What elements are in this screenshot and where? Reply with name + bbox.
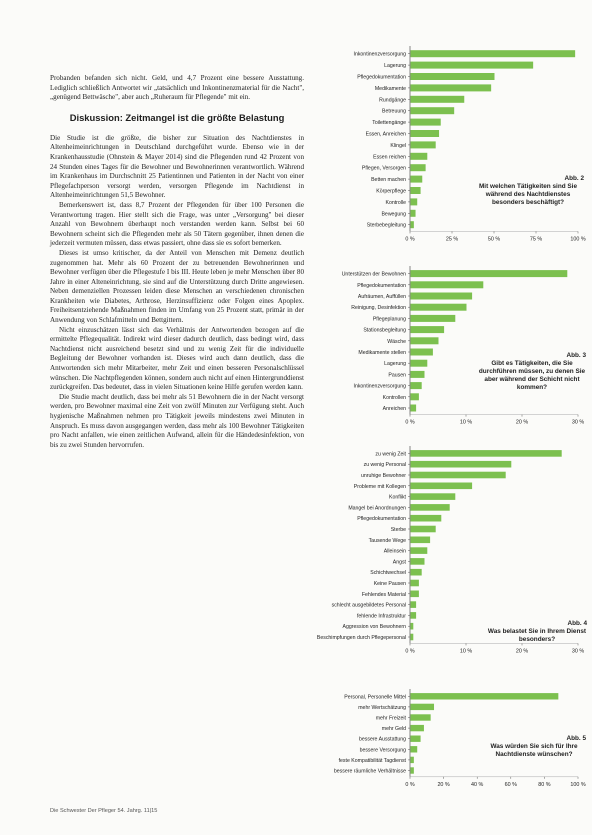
bar (411, 164, 426, 171)
chart-abb-5-caption (482, 735, 586, 759)
category-label: Kontrollen (382, 394, 406, 401)
bar (411, 483, 473, 490)
body-paragraph-4: Nicht einzuschätzen lässt sich das Verhältnis der Antwortenden bezogen auf die ermittelte Pflegequalität. Indirekt wird dieser dadurch deutlich, dass bedingt wird, dass Nachtdienst nicht ausreichend besetzt sind und zu wenig Zeit für die individuelle Begleitung der Bewohner vorhanden ist. Dieses wird auch dann deutlich, dass die Antwortenden sich mehr Mitarbeiter, mehr Zeit und einen besseren Personalschlüssel wünschen. Die Nachtpflegenden können, sondern auch nicht auf einen Hintergrunddienst zurückgreifen. Das bedeutet, dass in vielen Situationen keine Hilfe gerufen werden kann. (50, 325, 304, 392)
bar (411, 270, 568, 277)
category-label: Rundgänge (379, 97, 406, 104)
x-tick-label: 60 % (504, 781, 517, 788)
bar (411, 198, 418, 205)
category-label: Probleme mit Kollegen (353, 483, 406, 490)
category-label: Essen, Anreichen (365, 131, 406, 138)
category-label: Tausende Wege (368, 537, 406, 544)
category-label: Sterbebegleitung (366, 222, 406, 229)
bar (411, 591, 419, 598)
bar (411, 119, 441, 126)
category-label: Alleinsein (383, 548, 406, 555)
bar (411, 382, 422, 389)
body-paragraph-2: Bemerkenswert ist, dass 8,7 Prozent der Pflegenden für über 100 Personen die Verantwortung tragen. Hier stellt sich die Frage, was unter „Versorgung" bei dieser Anzahl von Bewohnern überhaupt noch verstanden werden kann. Selbst bei 60 Bewohnern scheint sich die Pflegenden mehr als 50 Tätern gegenüber, ihnen denen die jederzeit vermuten müssen, dass etwas passiert, ohne dass sie es sofort bemerken. (50, 200, 304, 248)
section-heading: Diskussion: Zeitmangel ist die größte Belastung (69, 111, 285, 123)
bar (411, 580, 419, 587)
chart-abb-2-title: Mit welchen Tätigkeiten sind Sie während des Nachtdienstes besonders beschäftigt? (478, 183, 577, 206)
category-label: Inkontinenzversorgung (353, 383, 406, 390)
x-tick-label: 30 % (571, 419, 585, 426)
bar (411, 612, 417, 619)
bar (411, 725, 424, 731)
bar (411, 714, 431, 720)
category-label: Lagerung (384, 361, 406, 368)
x-tick-label: 50 % (487, 236, 501, 243)
bar (411, 450, 562, 457)
x-tick-label: 75 % (529, 236, 543, 243)
bar (411, 141, 436, 148)
bar (411, 187, 421, 194)
category-label: Reinigung, Desinfektion (351, 305, 406, 312)
bar (411, 736, 421, 742)
x-tick-label: 30 % (571, 648, 585, 655)
category-label: Bewegung (381, 211, 406, 218)
bar (411, 315, 456, 322)
x-tick-label: 100 % (570, 236, 586, 243)
category-label: Pflegeplanung (372, 316, 406, 323)
bar (411, 281, 484, 288)
category-label: mehr Geld (381, 726, 406, 733)
chart-abb-4-caption (487, 620, 587, 644)
bar (411, 304, 467, 311)
x-tick-label: 10 % (459, 648, 473, 655)
category-label: Medikamente stellen (358, 350, 406, 356)
category-label: Toilettengänge (372, 120, 406, 127)
chart-abb-4-title: Was belastet Sie in Ihrem Dienst besonders? (487, 628, 587, 643)
category-label: Beschimpfungen durch Pflegepersonal (316, 635, 406, 641)
bar (411, 558, 425, 565)
bar (411, 569, 422, 576)
x-tick-label: 0 % (405, 236, 415, 243)
bar (411, 371, 425, 378)
chart-abb-3-title: Gibt es Tätigkeiten, die Sie durchführen müssen, zu denen Sie aber während der Schicht nicht kommen? (478, 360, 586, 391)
chart-abb-5-number: Abb. 5 (566, 735, 586, 742)
category-label: Pflegen, Versorgen (361, 165, 406, 172)
bar (411, 337, 439, 344)
bar (411, 349, 433, 356)
category-label: bessere räumliche Verhältnisse (333, 768, 406, 775)
bar (411, 693, 559, 699)
category-label: Schichtwechsel (370, 570, 406, 577)
category-label: Betreuung (382, 108, 406, 115)
category-label: Essen reichen (373, 154, 406, 161)
category-label: feste Kompatibilität Tagdienst (338, 757, 406, 764)
category-label: Sterbe (390, 527, 406, 533)
chart-abb-5 (312, 685, 592, 805)
chart-abb-3-number: Abb. 3 (566, 352, 586, 359)
x-tick-label: 20 % (515, 419, 529, 426)
category-label: Stationsbegleitung (363, 327, 406, 334)
bar (411, 130, 440, 137)
category-label: Keine Pausen (373, 581, 406, 587)
category-label: Angst (392, 559, 406, 566)
x-tick-label: 20 % (437, 781, 450, 788)
bar (411, 360, 428, 367)
category-label: Klingel (390, 142, 406, 149)
category-label: Aggression von Bewohnern (342, 624, 406, 631)
category-label: Konflikt (388, 494, 406, 501)
category-label: bessere Ausstattung (358, 736, 406, 743)
bar (411, 50, 576, 57)
chart-abb-3 (312, 262, 592, 442)
bar (411, 515, 442, 522)
chart-abb-2 (312, 42, 592, 257)
chart-abb-2-number: Abb. 2 (564, 175, 584, 182)
category-label: Lagerung (384, 63, 406, 70)
bar (411, 393, 419, 400)
page-footer: Die Schwester Der Pfleger 54. Jahrg. 11|15 (50, 808, 158, 814)
bar (411, 461, 512, 468)
category-label: Pflegedokumentation (357, 282, 406, 289)
article-column (50, 74, 304, 450)
category-label: bessere Versorgung (359, 747, 406, 754)
x-tick-label: 10 % (459, 419, 473, 426)
category-label: Pflegedokumentation (357, 74, 406, 81)
category-label: Personal, Personelle Mittel (344, 694, 406, 701)
bar (411, 107, 455, 114)
category-label: Wäsche (387, 338, 406, 345)
bar (411, 153, 428, 160)
bar (411, 767, 414, 773)
x-tick-label: 0 % (405, 781, 415, 788)
bar (411, 73, 495, 80)
chart-abb-2-caption (472, 175, 584, 207)
body-paragraph-5: Die Studie macht deutlich, dass bei mehr als 51 Bewohnern die in der Nacht versorgt werden, pro Bewohner maximal eine Zeit von zwölf Minuten zur Verfügung steht. Auch hygienische Maßnahmen nehmen pro Tätigkeit jeweils mindestens zwei Minuten in Anspruch. Es muss davon ausgegangen werden, dass mehr als 100 Bewohner Tätigkeiten pro Nacht anfallen, wie einen zeitlichen Aufwand, allein für die Händedesinfektion, von bis zu zwei Stunden hervorrufen. (50, 392, 304, 449)
category-label: zu wenig Zeit (375, 451, 406, 458)
bar (411, 493, 456, 500)
bar (411, 547, 428, 554)
bar (411, 84, 492, 91)
category-label: Medikamente (374, 85, 406, 92)
x-tick-label: 20 % (515, 648, 529, 655)
bar (411, 704, 435, 710)
bar (411, 746, 418, 752)
category-label: mehr Wertschätzung (358, 704, 406, 711)
category-label: zu wenig Personal (363, 462, 406, 469)
intro-paragraph: Probanden befanden sich nicht. Geld, und 4,7 Prozent eine bessere Ausstattung. Lediglich schließlich Antwortet wir „tatsächlich und Inkontinenzmaterial für die Nacht", „genügend Bettwäsche", aber auch „Ruheraum für Pflegende" mit ein. (50, 74, 304, 102)
category-label: Pflegedokumentation (357, 516, 406, 523)
body-paragraph-3: Dieses ist umso kritischer, da der Anteil von Menschen mit Demenz deutlich zugenommen hat. Mehr als 60 Prozent der zu betreuenden Bewohnerinnen und Bewohner verfügen über die Pflegestufe I bis III. Heute leben je mehr Menschen über 80 Jahre in einer Alteneinrichtung, sie sind auf die Unterstützung durch Dritte angewiesen. Neben demenziellen Prozessen leiden diese Menschen an verschiedenen chronischen Krankheiten wie Diabetes, Arthrose, Herzinsuffizienz oder Folgen eines Apoplex. Freiheitsentziehende Maßnahmen finden im Umfang von 25 Prozent statt, primär in der Anwendung von Schlafmitteln und Bettgittern. (50, 248, 304, 325)
chart-abb-5-title: Was würden Sie sich für Ihre Nachtdienste wünschen? (490, 743, 578, 758)
category-label: Pausen (388, 372, 406, 379)
bar (411, 634, 414, 641)
bar (411, 210, 416, 217)
bar (411, 472, 506, 479)
category-label: Inkontinenzversorgung (353, 51, 406, 58)
category-label: unruhige Bewohner (361, 473, 406, 479)
bar (411, 293, 473, 300)
x-tick-label: 0 % (405, 648, 415, 655)
bar (411, 601, 417, 608)
category-label: Betten machen (371, 177, 406, 184)
bar (411, 221, 414, 228)
chart-abb-4 (312, 442, 592, 667)
bar (411, 176, 423, 183)
bar (411, 96, 465, 103)
x-tick-label: 25 % (445, 236, 459, 243)
chart-abb-3-caption (478, 352, 586, 392)
chart-abb-2-svg (312, 42, 592, 257)
category-label: Anreichen (382, 406, 406, 412)
category-label: Unterstützen der Bewohnen (341, 271, 406, 278)
bar (411, 623, 414, 630)
bar (411, 504, 450, 511)
bar (411, 757, 414, 763)
bar (411, 62, 534, 69)
bar (411, 405, 417, 412)
category-label: Aufräumen, Auffüllen (357, 294, 406, 300)
bar (411, 526, 436, 533)
x-tick-label: 100 % (570, 781, 586, 788)
x-tick-label: 40 % (471, 781, 484, 788)
category-label: Fehlendes Material (361, 591, 406, 598)
category-label: mehr Freizeit (375, 715, 406, 722)
category-label: Körperpflege (376, 188, 406, 195)
category-label: Kontrolle (385, 199, 406, 206)
category-label: schlecht ausgebildetes Personal (331, 602, 406, 609)
bar (411, 326, 445, 333)
chart-abb-4-number: Abb. 4 (567, 620, 587, 627)
body-paragraph-1: Die Studie ist die größte, die bisher zur Situation des Nachtdienstes in Altenheimeinrichtungen in Deutschland durchgeführt wurde. Ebenso wie in der Krankenhausstudie (Ohnstein & Mayer 2014) sind die Pflegenden rund 42 Prozent von 24 Stunden eines Tages für die Bewohner und Bewohnerinnen verantwortlich. Während im Krankenhaus im Durchschnitt 25 Patientinnen und Patienten in der Nacht von einer Pflegefachperson versorgt werden, versorgen Pflegende im Nachtdienst in Altenheimeinrichtungen 51,5 Bewohner. (50, 133, 304, 200)
category-label: fehlende Infrastruktur (356, 613, 406, 620)
bar (411, 537, 431, 544)
x-tick-label: 80 % (538, 781, 551, 788)
x-tick-label: 0 % (405, 419, 415, 426)
category-label: Mangel bei Anordnungen (348, 505, 406, 512)
